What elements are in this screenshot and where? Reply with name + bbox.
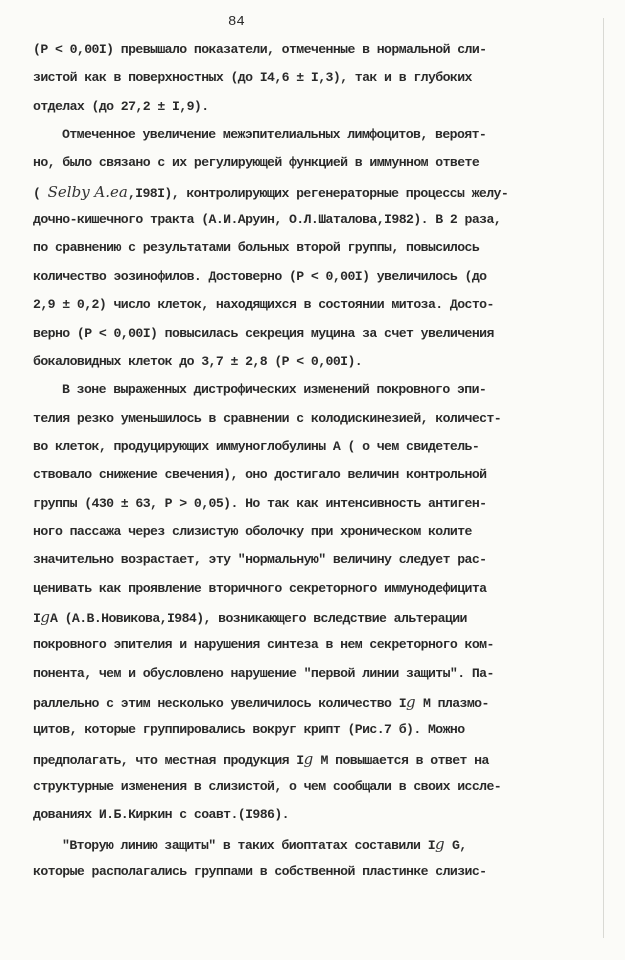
- text-segment: A (А.В.Новикова,I984), возникающего вследствие альтерации: [49, 611, 467, 626]
- text-segment: M повышается в ответ на: [313, 752, 489, 768]
- text-line: [33, 694, 489, 712]
- text-line: [62, 836, 467, 854]
- handwritten-insert: g: [303, 749, 314, 768]
- text-line: [33, 751, 489, 769]
- text-line: [33, 184, 508, 202]
- text-line: ценивать как проявление вторичного секреторного иммунодефицита: [33, 580, 487, 596]
- text-line: структурные изменения в слизистой, о чем сообщали в своих иссле-: [33, 779, 502, 795]
- text-line: количество эозинофилов. Достоверно (P < 0,00I) увеличилось (до: [33, 268, 487, 284]
- text-line: 2,9 ± 0,2) число клеток, находящихся в состоянии митоза. Досто-: [33, 297, 494, 313]
- text-segment: ,I98I), контролирующих регенераторные процессы желу-: [127, 185, 509, 201]
- text-segment: раллельно с этим несколько увеличилось количество I: [33, 696, 407, 712]
- text-line: которые располагались группами в собственной пластинке слизис-: [33, 864, 487, 880]
- text-line: цитов, которые группировались вокруг крипт (Рис.7 б). Можно: [33, 722, 465, 738]
- page-number: 84: [228, 14, 245, 30]
- text-line: Отмеченное увеличение межэпителиальных лимфоцитов, вероят-: [62, 127, 487, 143]
- handwritten-insert: g: [40, 608, 50, 626]
- text-line: дочно-кишечного тракта (А.И.Аруин, О.Л.Шаталова,I982). В 2 раза,: [33, 212, 502, 228]
- text-line: верно (P < 0,00I) повысилась секреция муцина за счет увеличения: [33, 325, 494, 341]
- text-segment: M плазмо-: [415, 696, 489, 712]
- text-line: В зоне выраженных дистрофических изменений покровного эпи-: [62, 382, 487, 398]
- text-line: [33, 155, 479, 171]
- text-segment: "Вторую линию защиты" в таких биоптатах составили I: [62, 837, 436, 853]
- text-line: [33, 609, 467, 627]
- handwritten-insert: g: [435, 834, 445, 853]
- text-line: понента, чем и обусловлено нарушение "первой линии защиты". Па-: [33, 665, 494, 681]
- handwritten-insert: g: [406, 693, 416, 712]
- text-line: отделах (до 27,2 ± I,9).: [33, 98, 209, 114]
- text-segment: (: [33, 185, 48, 201]
- text-line: ного пассажа через слизистую оболочку при хроническом колите: [33, 523, 472, 539]
- page-edge-line: [603, 18, 604, 938]
- text-line: группы (430 ± 63, P > 0,05). Но так как интенсивность антиген-: [33, 495, 487, 511]
- text-line: (P < 0,00I) превышало показатели, отмеченные в нормальной сли-: [33, 42, 487, 57]
- text-line: по сравнению с результатами больных второй группы, повысилось: [33, 240, 480, 256]
- text-segment: но, было связано с их регулирующей функцией в иммунном ответе: [33, 155, 480, 171]
- handwritten-insert: Selby A.ea: [47, 182, 128, 201]
- text-line: ствовало снижение свечения), оно достигало величин контрольной: [33, 467, 487, 483]
- text-segment: предполагать, что местная продукция I: [33, 752, 304, 768]
- text-segment: I: [33, 611, 41, 626]
- text-line: зистой как в поверхностных (до I4,6 ± I,3), так и в глубоких: [33, 70, 472, 86]
- text-line: дованиях И.Б.Киркин с соавт.(I986).: [33, 807, 289, 823]
- text-segment: G,: [444, 837, 467, 853]
- text-line: покровного эпителия и нарушения синтеза в нем секреторного ком-: [33, 637, 494, 653]
- text-line: во клеток, продуцирующих иммуноглобулины А ( о чем свидетель-: [33, 438, 480, 454]
- text-line: значительно возрастает, эту "нормальную" величину следует рас-: [33, 552, 487, 568]
- text-line: телия резко уменьшилось в сравнении с колодискинезией, количест-: [33, 410, 502, 426]
- text-line: бокаловидных клеток до 3,7 ± 2,8 (P < 0,00I).: [33, 353, 363, 369]
